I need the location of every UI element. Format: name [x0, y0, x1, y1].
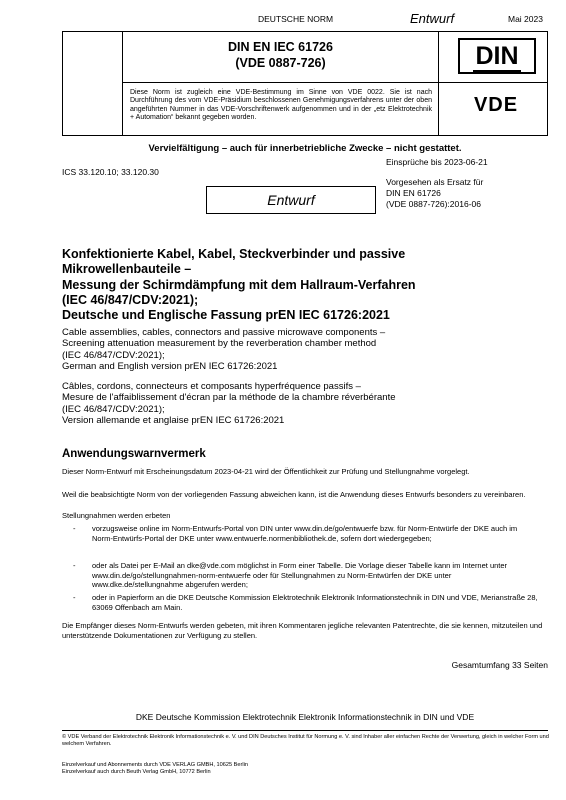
german-title-line: Mikrowellenbauteile – — [62, 262, 192, 277]
replacement-line-3: (VDE 0887-726):2016-06 — [386, 199, 481, 209]
bullet-item-email: oder als Datei per E-Mail an dke@vde.com möglichst in Form einer Tabelle. Die Vorlage dieser Tabelle kann im Internet unter www.din.de/go/stellungnahmen-norm-entwuerfe oder für Stellungnahmen zu Norm-Entwürfen der DKE unter www.dke.de/stellungnahme abgerufen werden; — [92, 561, 508, 589]
header-norm-label: DEUTSCHE NORM — [258, 14, 334, 24]
bullet-marker: - — [73, 593, 76, 602]
french-title-line: Version allemande et anglaise prEN IEC 61726:2021 — [62, 415, 285, 427]
copy-warning: Vervielfältigung – auch für innerbetriebliche Zwecke – nicht gestattet. — [148, 143, 462, 154]
english-title-line: German and English version prEN IEC 61726:2021 — [62, 361, 278, 373]
bullet-item-online-portal: vorzugsweise online im Norm-Entwurfs-Portal von DIN unter www.din.de/go/entwuerfe bzw. für Norm-Entwürfe der DKE auch im Norm-Entwürfs-Portal der DKE unter www.entwuerfe.normenbibliothek.de, sofern dort wiedergegeben; — [92, 524, 518, 543]
english-title — [62, 327, 548, 373]
german-title-line: Deutsche und Englische Fassung prEN IEC 61726:2021 — [62, 308, 390, 323]
vde-logo: VDE — [473, 94, 519, 116]
header-draft-status: Entwurf — [410, 11, 455, 26]
frame-divider-horizontal — [122, 82, 548, 83]
replacement-line-1: Vorgesehen als Ersatz für — [386, 177, 484, 187]
replacement-line-2: DIN EN 61726 — [386, 188, 441, 198]
footer-rule — [62, 730, 548, 731]
warning-paragraph-3: Stellungnahmen werden erbeten — [62, 511, 171, 520]
bullet-marker: - — [73, 524, 76, 533]
draft-box: Entwurf — [206, 186, 376, 214]
footer-copyright: © VDE Verband der Elektrotechnik Elektronik Informationstechnik e. V. und DIN Deutsches Institut für Normung e. V. sind Inhaber aller einfachen Rechte der Verwertung, gleich in welcher Form und welchem Verfahren. — [62, 734, 549, 747]
objections-deadline: Einsprüche bis 2023-06-21 — [386, 157, 488, 167]
ics-codes: ICS 33.120.10; 33.120.30 — [62, 167, 159, 177]
french-title-line: Câbles, cordons, connecteurs et composants hyperfréquence passifs – — [62, 381, 361, 392]
header-date: Mai 2023 — [508, 14, 543, 24]
german-title-line: Konfektionierte Kabel, Kabel, Steckverbinder und passive — [62, 247, 406, 261]
total-pages: Gesamtumfang 33 Seiten — [451, 660, 548, 670]
vde-note: Diese Norm ist zugleich eine VDE-Bestimmung im Sinne von VDE 0022. Sie ist nach Durchführung des vom VDE-Präsidium beschlossenen Genehmigungsverfahrens unter der oben angeführten Nummer in das VDE-Vorschriftenwerk aufgenommen und in der „etz Elektrotechnik + Automation“ bekannt gegeben worden. — [130, 89, 432, 121]
vde-classification: (VDE 0887-726) — [235, 56, 326, 70]
english-title-line: (IEC 46/847/CDV:2021); — [62, 349, 165, 361]
standard-number: DIN EN IEC 61726 — [228, 40, 333, 54]
frame-divider-right — [438, 31, 439, 136]
french-title — [62, 381, 548, 427]
dke-line: DKE Deutsche Kommission Elektrotechnik Elektronik Informationstechnik in DIN und VDE — [135, 712, 475, 722]
footer-sales-line-1: Einzelverkauf und Abonnements durch VDE VERLAG GMBH, 10625 Berlin — [62, 762, 248, 768]
warning-paragraph-4: Die Empfänger dieses Norm-Entwurfs werden gebeten, mit ihren Kommentaren jegliche relevanten Patentrechte, die sie kennen, mitzuteilen und unterstützende Dokumentationen zur Verfügung zu stellen. — [62, 621, 543, 640]
english-title-line: Screening attenuation measurement by the reverberation chamber method — [62, 338, 377, 350]
german-title — [62, 247, 548, 323]
french-title-line: (IEC 46/847/CDV:2021); — [62, 403, 165, 415]
warning-heading: Anwendungswarnvermerk — [62, 448, 206, 460]
german-title-line: (IEC 46/847/CDV:2021); — [62, 292, 199, 307]
footer-sales-line-2: Einzelverkauf auch durch Beuth Verlag GmbH, 10772 Berlin — [62, 768, 211, 775]
german-title-line: Messung der Schirmdämpfung mit dem Hallraum-Verfahren — [62, 277, 416, 292]
bullet-item-paper: oder in Papierform an die DKE Deutsche Kommission Elektrotechnik Elektronik Informationstechnik in DIN und VDE, Merianstraße 28, 63069 Offenbach am Main. — [92, 593, 538, 612]
english-title-line: Cable assemblies, cables, connectors and passive microwave components – — [62, 327, 386, 338]
din-logo — [458, 38, 536, 74]
warning-paragraph-1: Dieser Norm-Entwurf mit Erscheinungsdatum 2023-04-21 wird der Öffentlichkeit zur Prüfung und Stellungnahme vorgelegt. — [62, 467, 470, 476]
footer-sales — [62, 762, 548, 776]
warning-paragraph-2: Weil die beabsichtigte Norm von der vorliegenden Fassung abweichen kann, ist die Anwendung dieses Entwurfs besonders zu vereinbaren. — [62, 490, 526, 499]
french-title-line: Mesure de l'affaiblissement d'écran par la méthode de la chambre réverbérante — [62, 392, 396, 404]
bullet-marker: - — [73, 561, 76, 570]
din-logo-text: DIN — [473, 42, 520, 73]
